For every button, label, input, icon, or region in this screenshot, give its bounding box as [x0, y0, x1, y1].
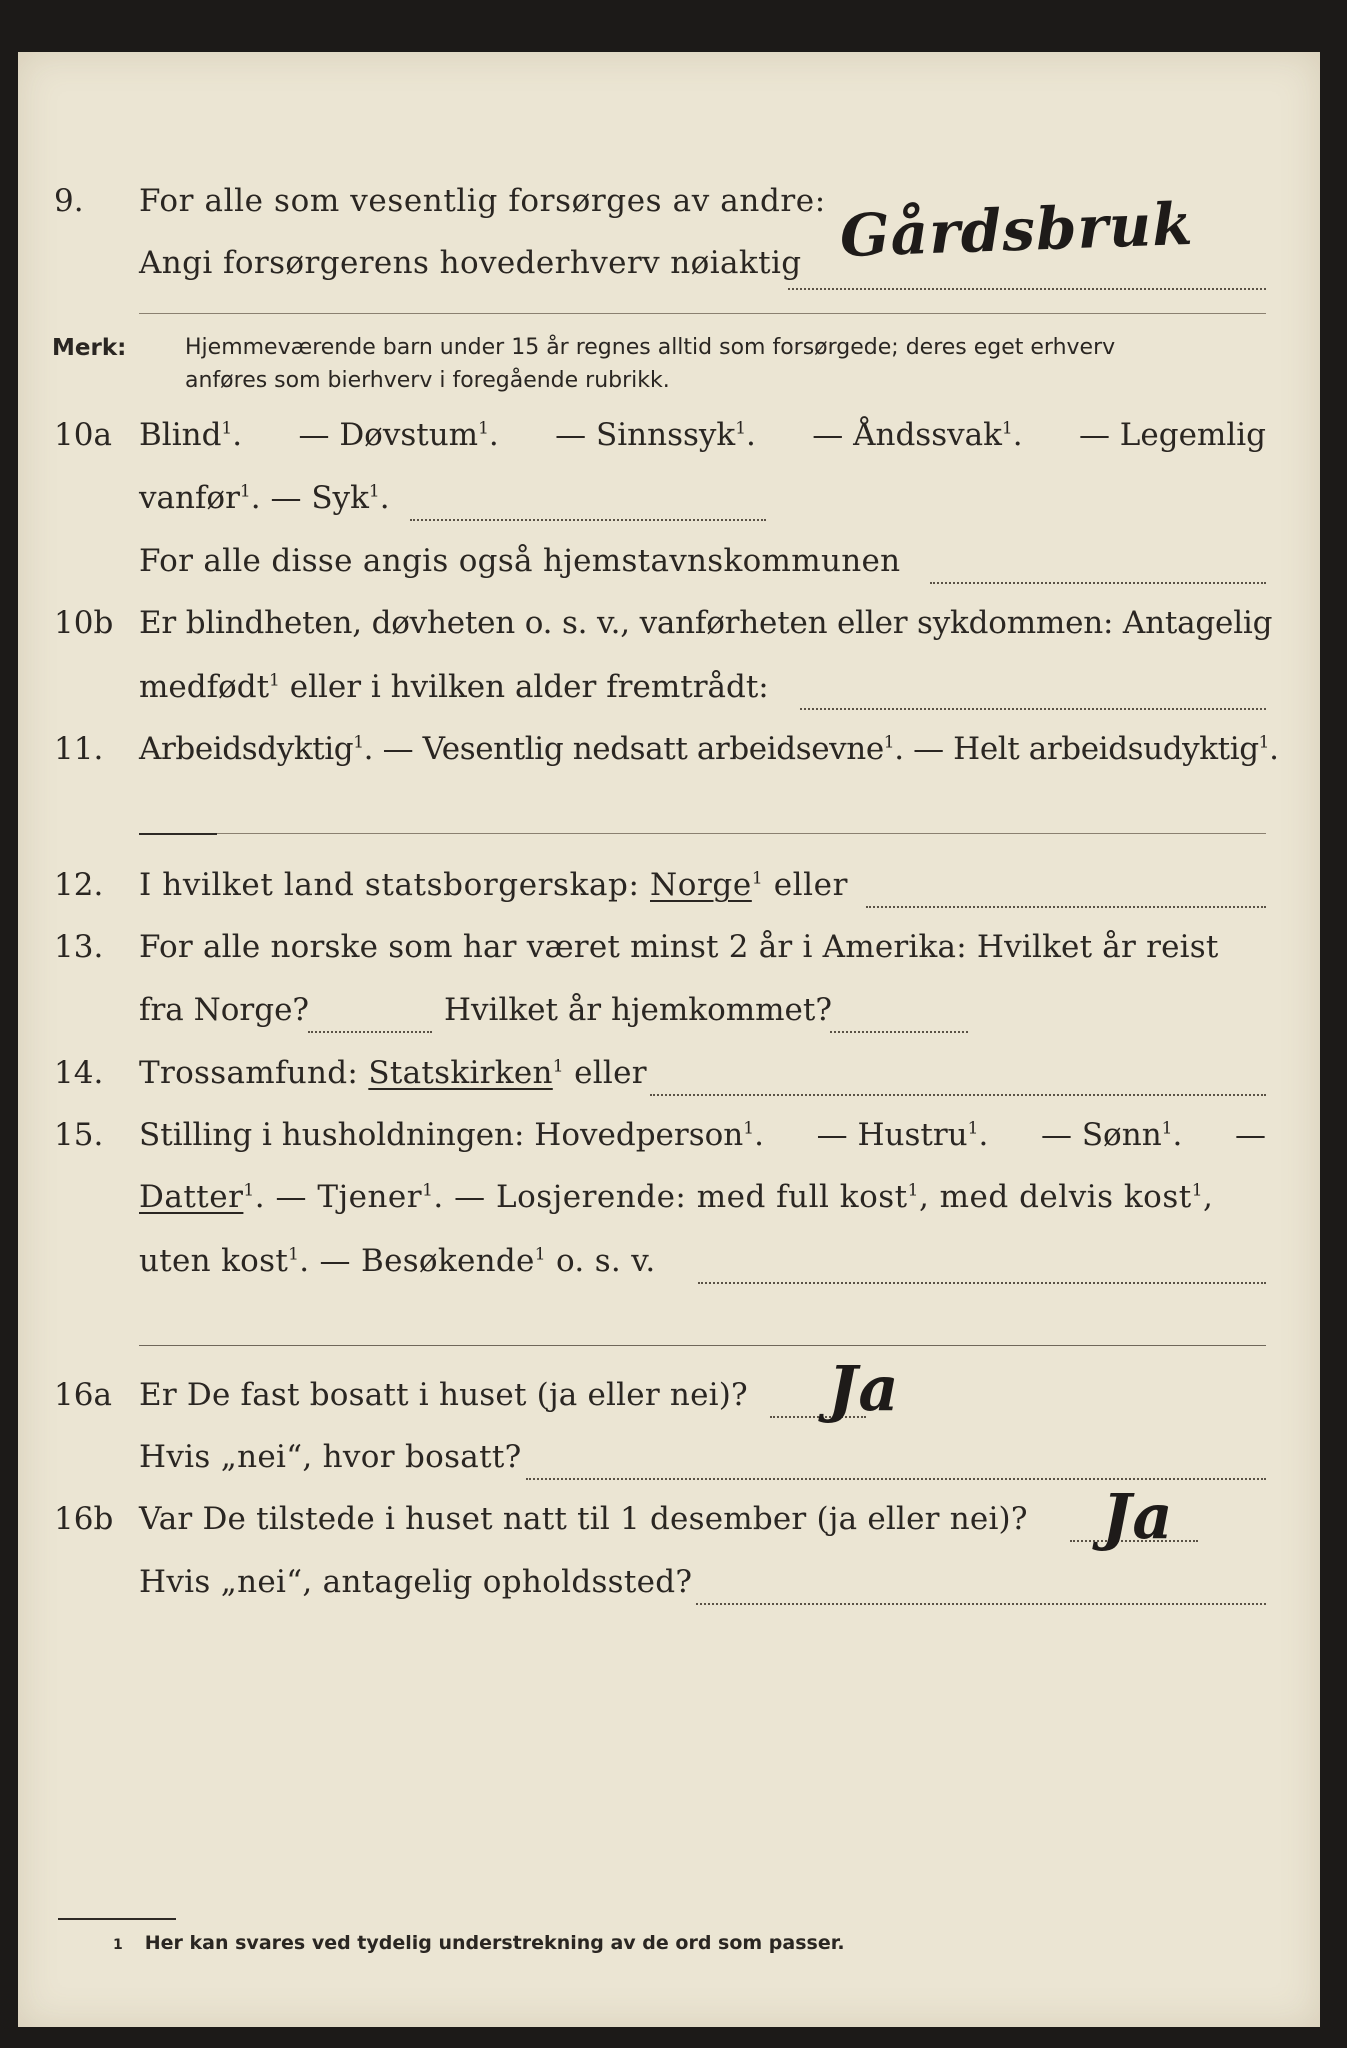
q10a-syk-line — [410, 519, 766, 521]
q16a-line2 — [18, 1434, 1320, 1480]
q10a-option-sinnssyk: — Sinnssyk$^1$. — [555, 417, 756, 453]
q9-text1: For alle som vesentlig forsørges av andre: — [139, 183, 826, 219]
q9-number: 9. — [54, 183, 84, 219]
q10a-option-blind: Blind$^1$. — [139, 417, 243, 453]
census-form-page — [18, 52, 1320, 2027]
q16a-handwritten-answer: Ja — [828, 1352, 900, 1425]
q15-line3 — [18, 1238, 1320, 1284]
q12-norge-underlined: Norge — [650, 867, 752, 903]
q12-answer-line — [866, 906, 1266, 908]
q15-number: 15. — [54, 1117, 104, 1153]
q15-text3: uten kost$^1$. — Besøkende$^1$ o. s. v. — [139, 1243, 656, 1279]
q13-number: 13. — [54, 929, 104, 965]
q10b-number: 10b — [54, 605, 114, 641]
q9-divider — [139, 313, 1266, 314]
q12-line — [18, 862, 1320, 908]
q16b-text1: Var De tilstede i huset natt til 1 desember (ja eller nei)? — [139, 1501, 1028, 1537]
q10a-option-andssvak: — Åndssvak$^1$. — [812, 417, 1023, 453]
q13-reist-line — [308, 1031, 432, 1033]
q10a-line2 — [18, 475, 1320, 521]
q14-statskirken-underlined: Statskirken — [368, 1055, 553, 1091]
footnote-mark: 1 — [113, 1937, 123, 1953]
q10b-alder-line — [800, 708, 1266, 710]
q10a-text3: For alle disse angis også hjemstavnskommunen — [139, 543, 901, 579]
q13-line1 — [18, 924, 1320, 970]
q14-answer-line — [650, 1094, 1266, 1096]
merk-text2: anføres som bierhverv i foregående rubrikk. — [185, 368, 670, 393]
q10b-text1: Er blindheten, døvheten o. s. v., vanførheten eller sykdommen: Antagelig — [139, 605, 1273, 641]
q15-answer-line — [698, 1282, 1266, 1284]
q11-short-rule — [139, 833, 217, 835]
q15-divider — [139, 1345, 1266, 1346]
q10a-option-dovstum: — Døvstum$^1$. — [298, 417, 499, 453]
q15-datter-underlined: Datter — [139, 1179, 244, 1215]
q9-handwritten-answer: Gårdsbruk — [838, 189, 1195, 271]
q10a-line3 — [18, 538, 1320, 584]
q16b-text2: Hvis „nei“, antagelig opholdssted? — [139, 1564, 693, 1600]
q9-text2: Angi forsørgerens hovederhverv nøiaktig — [139, 245, 802, 281]
q10a-kommune-line — [930, 582, 1266, 584]
q13-hjem-line — [830, 1031, 968, 1033]
q10a-number: 10a — [54, 417, 112, 453]
q13-line2 — [18, 987, 1320, 1033]
q16b-number: 16b — [54, 1501, 114, 1537]
q11-line — [18, 726, 1320, 772]
q16a-line1 — [18, 1372, 1320, 1418]
q9-answer-line — [788, 288, 1266, 290]
q14-line — [18, 1050, 1320, 1096]
q16a-text1: Er De fast bosatt i huset (ja eller nei)? — [139, 1377, 748, 1413]
q10a-text2: vanfør$^1$. — Syk$^1$. — [139, 480, 390, 516]
footnote — [113, 1932, 845, 1954]
q15-text1: Stilling i husholdningen: Hovedperson$^1$. — Hustru$^1$. — Sønn$^1$. — — [139, 1117, 1266, 1153]
q13-text2b: Hvilket år hjemkommet? — [444, 992, 832, 1028]
q11-divider — [217, 833, 1266, 834]
q16b-handwritten-answer: Ja — [1102, 1480, 1174, 1553]
q16b-opholdssted-line — [696, 1603, 1266, 1605]
q13-text1: For alle norske som har været minst 2 år i Amerika: Hvilket år reist — [139, 929, 1219, 965]
q10a-option-legemlig: — Legemlig — [1078, 417, 1266, 453]
q10b-line1 — [18, 600, 1320, 646]
q12-number: 12. — [54, 867, 104, 903]
q16b-line2 — [18, 1559, 1320, 1605]
footnote-text: Her kan svares ved tydelig understrekning av de ord som passer. — [144, 1932, 845, 1954]
q11-text: Arbeidsdyktig$^1$. — Vesentlig nedsatt arbeidsevne$^1$. — Helt arbeidsudyktig$^1$. — [139, 731, 1279, 767]
q10b-line2 — [18, 664, 1320, 710]
q13-text2a: fra Norge? — [139, 992, 310, 1028]
q14-text: Trossamfund: Statskirken$^1$ eller — [139, 1055, 647, 1091]
q11-number: 11. — [54, 731, 104, 767]
q10a-line1 — [18, 412, 1320, 458]
q14-number: 14. — [54, 1055, 104, 1091]
q12-text: I hvilket land statsborgerskap: Norge$^1$ eller — [139, 867, 849, 903]
q10a-options — [139, 412, 1266, 458]
merk-text1: Hjemmeværende barn under 15 år regnes alltid som forsørgede; deres eget erhverv — [185, 335, 1116, 360]
footnote-rule — [58, 1918, 176, 1920]
q15-line1 — [18, 1112, 1320, 1158]
merk-label: Merk: — [52, 335, 127, 361]
q15-line2 — [18, 1174, 1320, 1220]
q10b-text2: medfødt$^1$ eller i hvilken alder fremtrådt: — [139, 669, 769, 705]
q16a-number: 16a — [54, 1377, 112, 1413]
q16a-text2: Hvis „nei“, hvor bosatt? — [139, 1439, 522, 1475]
q15-text2: Datter$^1$. — Tjener$^1$. — Losjerende: med full kost$^1$, med delvis kost$^1$, — [139, 1179, 1214, 1215]
